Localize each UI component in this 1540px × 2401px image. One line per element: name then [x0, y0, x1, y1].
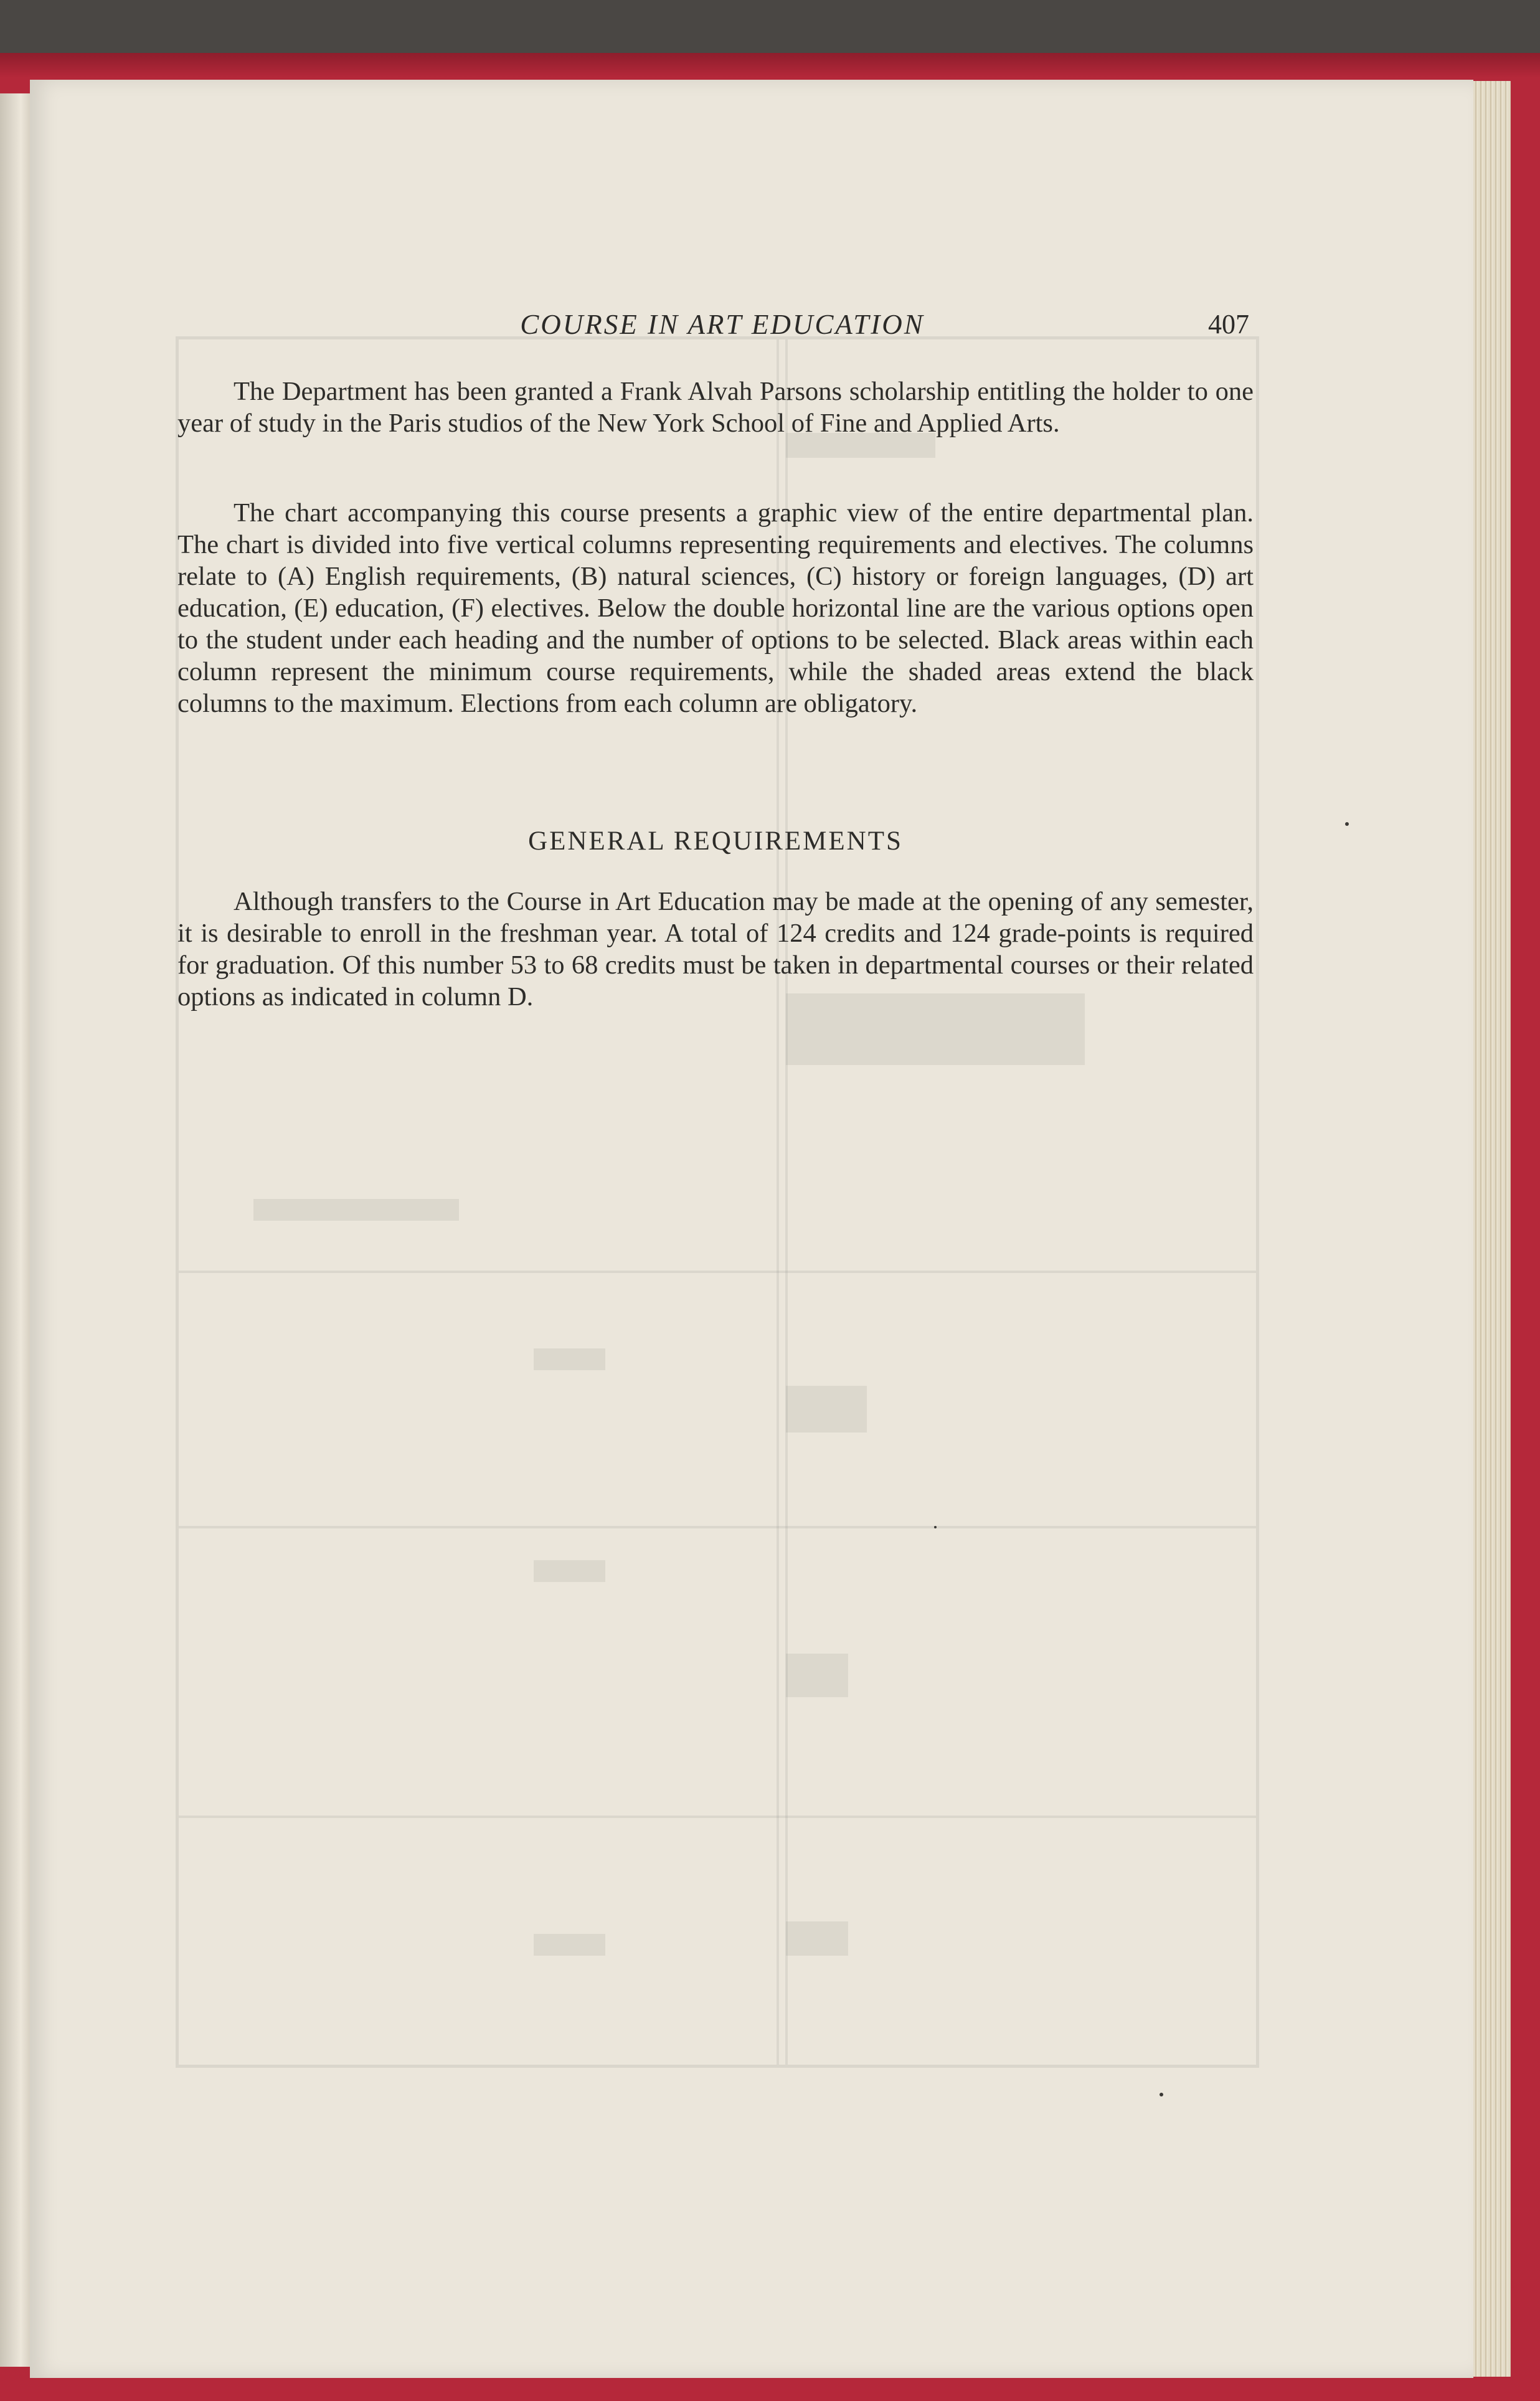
show-through-rule	[179, 1816, 1256, 1818]
page-stack-edge	[1473, 81, 1511, 2377]
show-through-rule	[179, 1526, 1256, 1528]
paper-speck	[1345, 822, 1349, 826]
paragraph-chart-description: The chart accompanying this course presents a graphic view of the entire departmental plan. The chart is divided into five vertical columns representing requirements and electives. The columns relate to (A) English requirements, (B) natural sciences, (C) history or foreign languages, (D) art education, (E) education, (F) electives. Below the double horizontal line are the various options open to the student under each heading and the number of options to be selected. Black areas within each column represent the minimum course requirements, while the shaded areas extend the black columns to the maximum. Elections from each column are obligatory.	[177, 498, 1254, 718]
show-through-bar	[786, 1386, 867, 1433]
show-through-bar	[786, 1654, 848, 1697]
section-heading: GENERAL REQUIREMENTS	[528, 826, 903, 856]
page-number: 407	[1208, 309, 1249, 339]
running-head: COURSE IN ART EDUCATION	[520, 309, 925, 340]
paragraph-scholarship: The Department has been granted a Frank Alvah Parsons scholarship entitling the holder to one year of study in the Paris studios of the New York School of Fine and Applied Arts.	[177, 377, 1254, 438]
facing-page-edge	[0, 93, 30, 2367]
show-through-bar	[253, 1199, 459, 1221]
show-through-bar	[534, 1560, 605, 1582]
show-through-bar	[534, 1348, 605, 1370]
paper-speck	[934, 1526, 937, 1528]
paper-speck	[1160, 2093, 1163, 2096]
paragraph-general-requirements: Although transfers to the Course in Art Education may be made at the opening of any semester, it is desirable to enroll in the freshman year. A total of 124 credits and 124 grade-points is required for graduation. Of this number 53 to 68 credits must be taken in departmental courses or their related options as indicated in column D.	[177, 887, 1254, 1011]
show-through-bar	[786, 1921, 848, 1956]
show-through-bar	[534, 1934, 605, 1956]
show-through-rule	[179, 1271, 1256, 1273]
